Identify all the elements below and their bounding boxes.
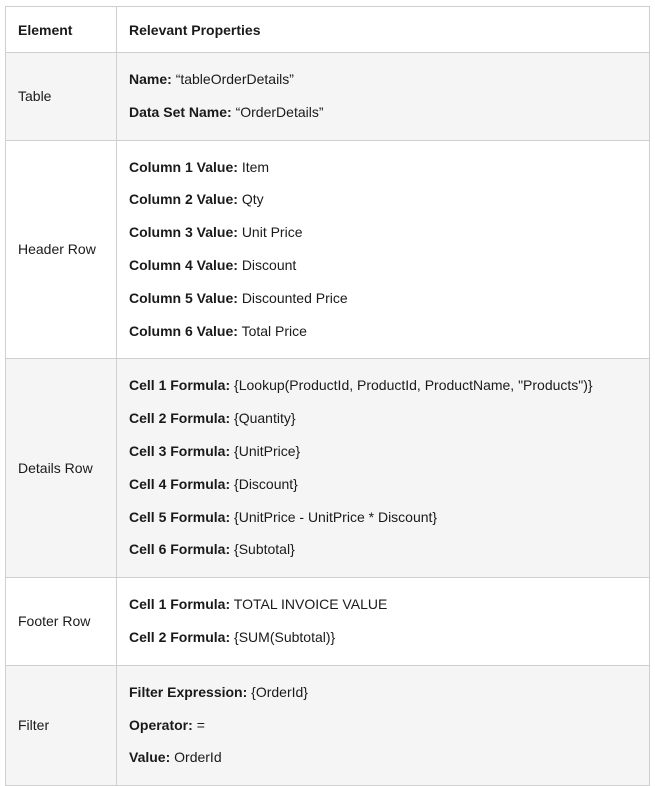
property-label: Column 6 Value: (129, 322, 238, 339)
properties-cell (117, 665, 650, 785)
property-label: Cell 1 Formula: (129, 377, 231, 394)
property-label: Column 5 Value: (129, 289, 238, 306)
property-line (129, 249, 637, 282)
property-value: {UnitPrice} (234, 442, 301, 459)
property-list (129, 578, 637, 665)
element-cell: Footer Row (6, 578, 117, 666)
property-value: {UnitPrice - UnitPrice * Discount} (234, 508, 438, 525)
property-line (129, 621, 637, 654)
element-cell: Details Row (6, 359, 117, 578)
property-label: Cell 2 Formula: (129, 628, 231, 645)
property-line (129, 96, 637, 129)
property-list (129, 359, 637, 577)
property-label: Name: (129, 71, 172, 87)
property-line (129, 741, 637, 774)
properties-cell (117, 578, 650, 666)
property-value: Unit Price (241, 224, 303, 241)
properties-column-header: Relevant Properties (117, 7, 650, 53)
property-line (129, 216, 637, 249)
property-line (129, 282, 637, 315)
property-list (129, 53, 637, 140)
property-line (129, 533, 637, 566)
properties-table (5, 6, 650, 786)
property-line (129, 151, 637, 184)
property-line (129, 709, 637, 742)
property-line (129, 468, 637, 501)
property-label: Value: (129, 749, 171, 766)
property-value: {Subtotal} (234, 541, 295, 558)
property-label: Column 1 Value: (129, 158, 238, 175)
property-line (129, 435, 637, 468)
property-value: {Lookup(ProductId, ProductId, ProductName, "Products")} (234, 377, 593, 394)
property-value: “tableOrderDetails” (175, 71, 294, 87)
property-label: Column 4 Value: (129, 256, 238, 273)
property-value: “OrderDetails” (235, 103, 324, 120)
table-row (6, 359, 650, 578)
property-value: {Quantity} (234, 410, 296, 427)
property-value: TOTAL INVOICE VALUE (233, 596, 388, 613)
element-cell: Table (6, 53, 117, 141)
property-label: Cell 4 Formula: (129, 475, 231, 492)
property-line (129, 501, 637, 534)
property-label: Cell 5 Formula: (129, 508, 231, 525)
property-list (129, 666, 637, 785)
property-line (129, 183, 637, 216)
property-label: Cell 6 Formula: (129, 541, 231, 558)
table-row (6, 665, 650, 785)
property-label: Data Set Name: (129, 103, 232, 120)
table-header-row (6, 7, 650, 53)
element-cell: Header Row (6, 140, 117, 359)
property-value: Discount (241, 256, 297, 273)
table-body (6, 53, 650, 786)
property-value: {Discount} (234, 475, 298, 492)
property-label: Cell 2 Formula: (129, 410, 231, 427)
property-label: Column 3 Value: (129, 224, 238, 241)
property-value: = (196, 716, 205, 733)
property-value: {OrderId} (251, 683, 308, 700)
property-value: Qty (241, 191, 264, 208)
property-line (129, 369, 637, 402)
table-row (6, 578, 650, 666)
property-label: Column 2 Value: (129, 191, 238, 208)
property-value: OrderId (174, 749, 222, 766)
property-value: {SUM(Subtotal)} (234, 628, 336, 645)
properties-cell (117, 359, 650, 578)
properties-cell (117, 53, 650, 141)
table-row (6, 140, 650, 359)
property-label: Filter Expression: (129, 683, 248, 700)
table-row (6, 53, 650, 141)
property-label: Cell 3 Formula: (129, 442, 231, 459)
property-value: Total Price (241, 322, 307, 339)
property-line (129, 315, 637, 348)
property-label: Operator: (129, 716, 193, 733)
property-line (129, 588, 637, 621)
properties-cell (117, 140, 650, 359)
property-line (129, 676, 637, 709)
property-line (129, 402, 637, 435)
element-column-header: Element (6, 7, 117, 53)
element-cell: Filter (6, 665, 117, 785)
property-value: Item (241, 158, 270, 175)
property-value: Discounted Price (241, 289, 348, 306)
property-list (129, 141, 637, 359)
property-line (129, 63, 637, 96)
property-label: Cell 1 Formula: (129, 596, 231, 613)
